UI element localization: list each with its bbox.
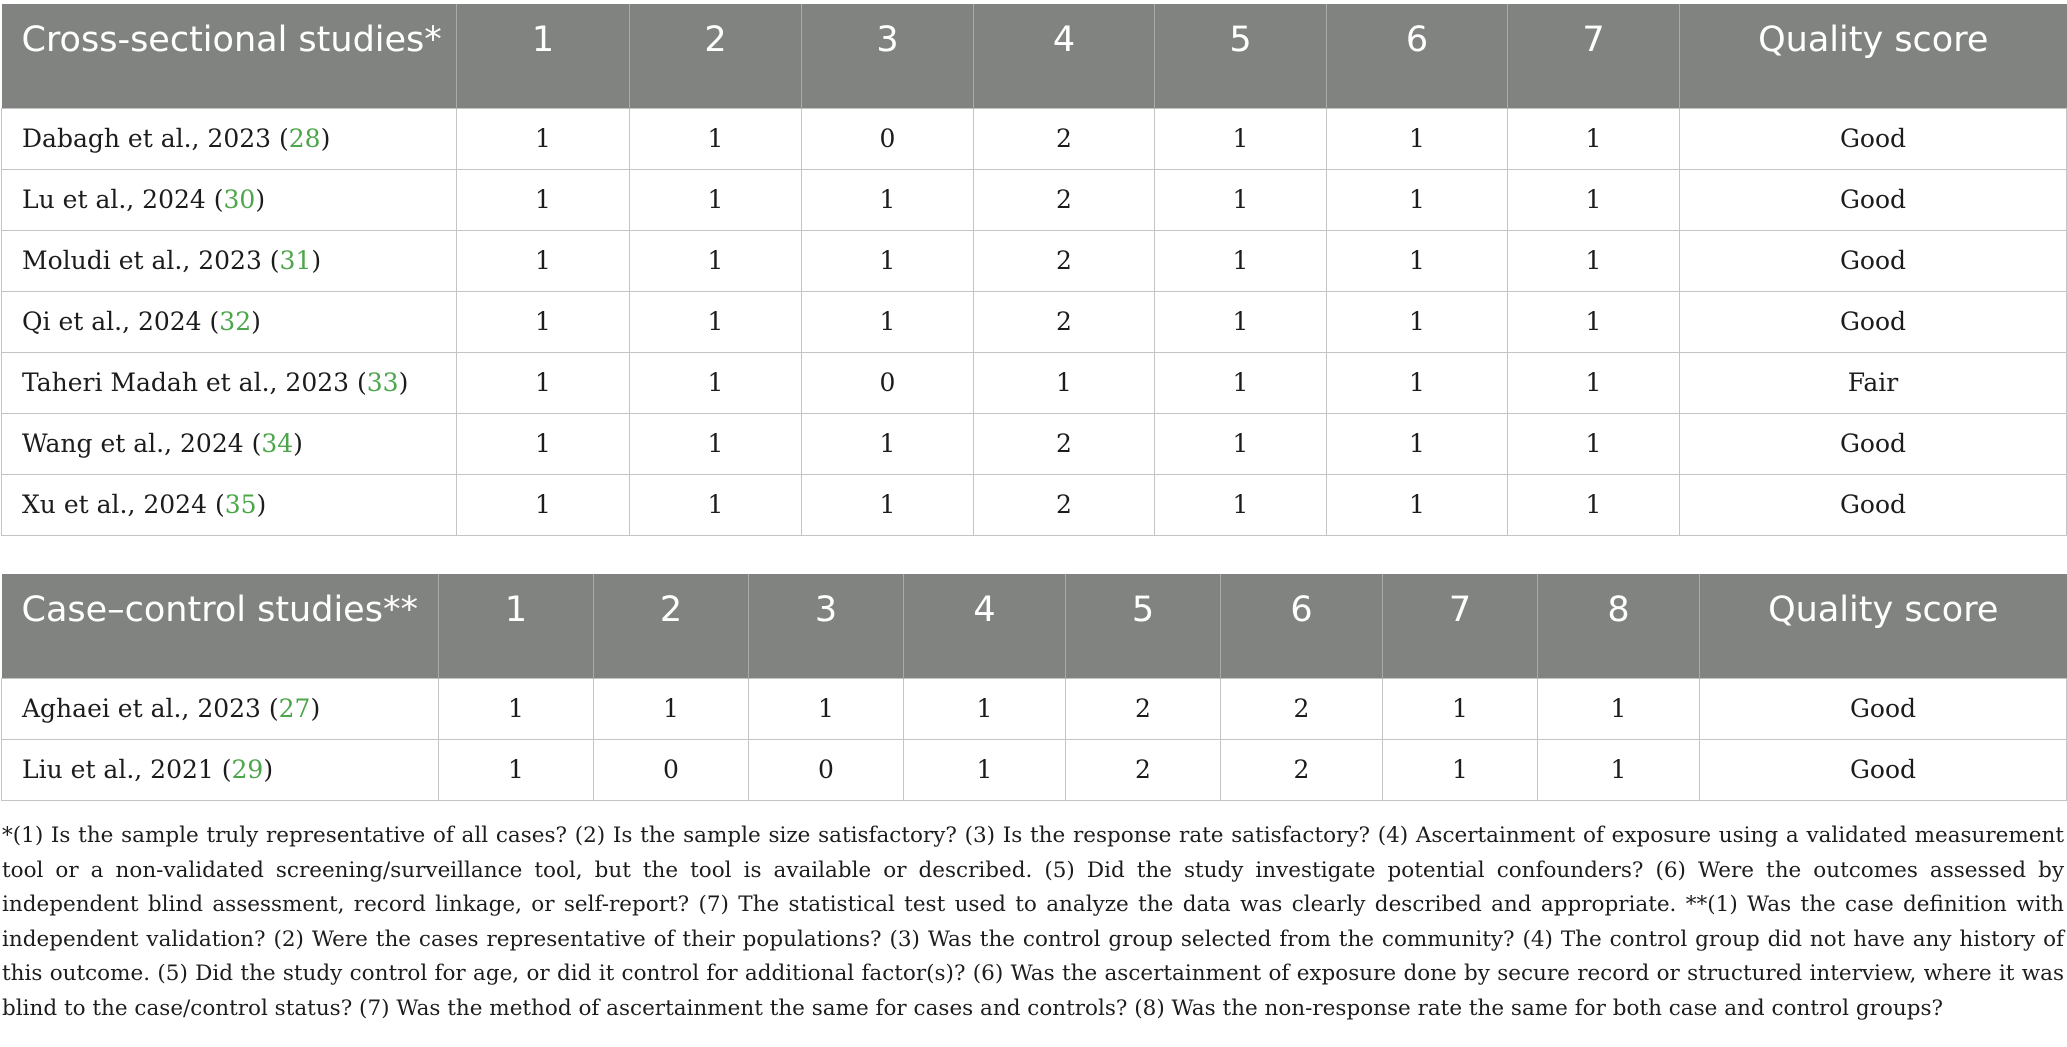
score-cell-item-2: 0 (594, 739, 749, 800)
score-cell-item-3: 1 (802, 474, 974, 535)
table-row (2, 739, 2067, 800)
score-cell-item-5: 1 (1155, 291, 1327, 352)
score-cell-item-3: 1 (749, 678, 904, 739)
reference-link[interactable]: 31 (279, 246, 312, 275)
table-header-row (2, 574, 2067, 678)
quality-score-cell: Good (1700, 678, 2067, 739)
score-cell-item-2: 1 (630, 169, 802, 230)
table-row (2, 291, 2067, 352)
score-cell-item-4: 1 (974, 352, 1155, 413)
column-header-item-6: 6 (1327, 4, 1508, 108)
score-cell-item-6: 1 (1327, 169, 1508, 230)
score-cell-item-7: 1 (1508, 413, 1680, 474)
reference-link[interactable]: 30 (223, 185, 256, 214)
study-cell: Wang et al., 2024 (34) (2, 413, 457, 474)
study-name: Dabagh et al., 2023 (22, 124, 272, 153)
reference-link[interactable]: 34 (261, 429, 294, 458)
quality-score-cell: Good (1680, 291, 2067, 352)
score-cell-item-8: 1 (1538, 678, 1700, 739)
table-row (2, 108, 2067, 169)
study-name: Taheri Madah et al., 2023 (22, 368, 350, 397)
cross-sectional-quality-table (1, 4, 2067, 536)
score-cell-item-6: 1 (1327, 291, 1508, 352)
score-cell-item-6: 2 (1221, 678, 1383, 739)
score-cell-item-4: 2 (974, 474, 1155, 535)
score-cell-item-5: 1 (1155, 230, 1327, 291)
score-cell-item-6: 1 (1327, 352, 1508, 413)
quality-score-cell: Good (1680, 169, 2067, 230)
score-cell-item-7: 1 (1383, 678, 1538, 739)
table-row (2, 169, 2067, 230)
table-header-row (2, 4, 2067, 108)
study-name: Moludi et al., 2023 (22, 246, 262, 275)
column-header-item-1: 1 (439, 574, 594, 678)
column-header-study-type: Case–control studies** (2, 574, 439, 678)
column-header-item-3: 3 (749, 574, 904, 678)
column-header-item-3: 3 (802, 4, 974, 108)
score-cell-item-5: 2 (1066, 678, 1221, 739)
column-header-item-5: 5 (1155, 4, 1327, 108)
score-cell-item-5: 1 (1155, 108, 1327, 169)
score-cell-item-4: 2 (974, 169, 1155, 230)
score-cell-item-1: 1 (457, 169, 630, 230)
score-cell-item-3: 0 (749, 739, 904, 800)
column-header-item-2: 2 (630, 4, 802, 108)
score-cell-item-2: 1 (630, 230, 802, 291)
quality-score-cell: Fair (1680, 352, 2067, 413)
reference-link[interactable]: 27 (278, 694, 311, 723)
study-cell: Dabagh et al., 2023 (28) (2, 108, 457, 169)
column-header-quality-score: Quality score (1680, 4, 2067, 108)
score-cell-item-3: 1 (802, 230, 974, 291)
study-name: Liu et al., 2021 (22, 755, 214, 784)
study-name: Lu et al., 2024 (22, 185, 206, 214)
score-cell-item-4: 2 (974, 108, 1155, 169)
quality-score-cell: Good (1680, 108, 2067, 169)
score-cell-item-7: 1 (1508, 291, 1680, 352)
score-cell-item-2: 1 (630, 291, 802, 352)
score-cell-item-6: 1 (1327, 108, 1508, 169)
study-cell: Moludi et al., 2023 (31) (2, 230, 457, 291)
quality-score-cell: Good (1680, 230, 2067, 291)
score-cell-item-1: 1 (457, 474, 630, 535)
study-cell: Lu et al., 2024 (30) (2, 169, 457, 230)
score-cell-item-2: 1 (630, 352, 802, 413)
score-cell-item-7: 1 (1508, 108, 1680, 169)
quality-score-cell: Good (1680, 474, 2067, 535)
score-cell-item-3: 1 (802, 413, 974, 474)
score-cell-item-4: 2 (974, 230, 1155, 291)
score-cell-item-7: 1 (1508, 169, 1680, 230)
score-cell-item-1: 1 (457, 230, 630, 291)
table-row (2, 230, 2067, 291)
score-cell-item-2: 1 (630, 108, 802, 169)
study-name: Xu et al., 2024 (22, 490, 207, 519)
study-cell: Taheri Madah et al., 2023 (33) (2, 352, 457, 413)
score-cell-item-5: 1 (1155, 352, 1327, 413)
column-header-item-7: 7 (1508, 4, 1680, 108)
column-header-item-2: 2 (594, 574, 749, 678)
table-row (2, 352, 2067, 413)
score-cell-item-7: 1 (1508, 474, 1680, 535)
score-cell-item-6: 1 (1327, 474, 1508, 535)
score-cell-item-3: 0 (802, 352, 974, 413)
score-cell-item-4: 1 (904, 739, 1066, 800)
score-cell-item-1: 1 (457, 413, 630, 474)
table-footnote: *(1) Is the sample truly representative of all cases? (2) Is the sample size satisfactory? (3) Is the response rate satisfactory? (4) Ascertainment of exposure using a validated measurement tool or a non-validated screening/surveillance tool, but the tool is available or described. (5) Did the study investigate potential confounders? (6) Were the outcomes assessed by independent blind assessment, record linkage, or self-report? (7) The statistical test used to analyze the data was clearly described and appropriate. **(1) Was the case definition with independent validation? (2) Were the cases representative of their populations? (3) Was the control group selected from the community? (4) The control group did not have any history of this outcome. (5) Did the study control for age, or did it control for additional factor(s)? (6) Was the ascertainment of exposure done by secure record or structured interview, where it was blind to the case/control status? (7) Was the method of ascertainment the same for cases and controls? (8) Was the non-response rate the same for both case and control groups? (2, 823, 2064, 1021)
score-cell-item-4: 2 (974, 291, 1155, 352)
score-cell-item-5: 1 (1155, 474, 1327, 535)
score-cell-item-7: 1 (1383, 739, 1538, 800)
score-cell-item-6: 1 (1327, 413, 1508, 474)
study-cell: Liu et al., 2021 (29) (2, 739, 439, 800)
quality-score-cell: Good (1700, 739, 2067, 800)
case-control-quality-table (1, 574, 2067, 801)
study-name: Qi et al., 2024 (22, 307, 202, 336)
reference-link[interactable]: 29 (231, 755, 264, 784)
score-cell-item-6: 1 (1327, 230, 1508, 291)
quality-score-cell: Good (1680, 413, 2067, 474)
reference-link[interactable]: 33 (366, 368, 399, 397)
table-row (2, 474, 2067, 535)
score-cell-item-3: 1 (802, 169, 974, 230)
column-header-item-1: 1 (457, 4, 630, 108)
score-cell-item-1: 1 (439, 739, 594, 800)
score-cell-item-1: 1 (457, 108, 630, 169)
score-cell-item-3: 1 (802, 291, 974, 352)
study-name: Aghaei et al., 2023 (22, 694, 261, 723)
column-header-item-8: 8 (1538, 574, 1700, 678)
score-cell-item-5: 2 (1066, 739, 1221, 800)
reference-link[interactable]: 32 (219, 307, 252, 336)
column-header-item-4: 4 (974, 4, 1155, 108)
score-cell-item-4: 2 (974, 413, 1155, 474)
score-cell-item-8: 1 (1538, 739, 1700, 800)
score-cell-item-7: 1 (1508, 352, 1680, 413)
column-header-study-type: Cross-sectional studies* (2, 4, 457, 108)
column-header-item-6: 6 (1221, 574, 1383, 678)
study-name: Wang et al., 2024 (22, 429, 244, 458)
column-header-item-4: 4 (904, 574, 1066, 678)
study-cell: Aghaei et al., 2023 (27) (2, 678, 439, 739)
table-row (2, 413, 2067, 474)
reference-link[interactable]: 28 (288, 124, 321, 153)
score-cell-item-2: 1 (630, 413, 802, 474)
score-cell-item-2: 1 (630, 474, 802, 535)
table-row (2, 678, 2067, 739)
score-cell-item-3: 0 (802, 108, 974, 169)
score-cell-item-6: 2 (1221, 739, 1383, 800)
score-cell-item-2: 1 (594, 678, 749, 739)
reference-link[interactable]: 35 (224, 490, 257, 519)
study-cell: Qi et al., 2024 (32) (2, 291, 457, 352)
score-cell-item-1: 1 (457, 291, 630, 352)
column-header-item-7: 7 (1383, 574, 1538, 678)
score-cell-item-7: 1 (1508, 230, 1680, 291)
study-cell: Xu et al., 2024 (35) (2, 474, 457, 535)
column-header-item-5: 5 (1066, 574, 1221, 678)
column-header-quality-score: Quality score (1700, 574, 2067, 678)
score-cell-item-5: 1 (1155, 169, 1327, 230)
score-cell-item-1: 1 (457, 352, 630, 413)
score-cell-item-5: 1 (1155, 413, 1327, 474)
score-cell-item-1: 1 (439, 678, 594, 739)
score-cell-item-4: 1 (904, 678, 1066, 739)
